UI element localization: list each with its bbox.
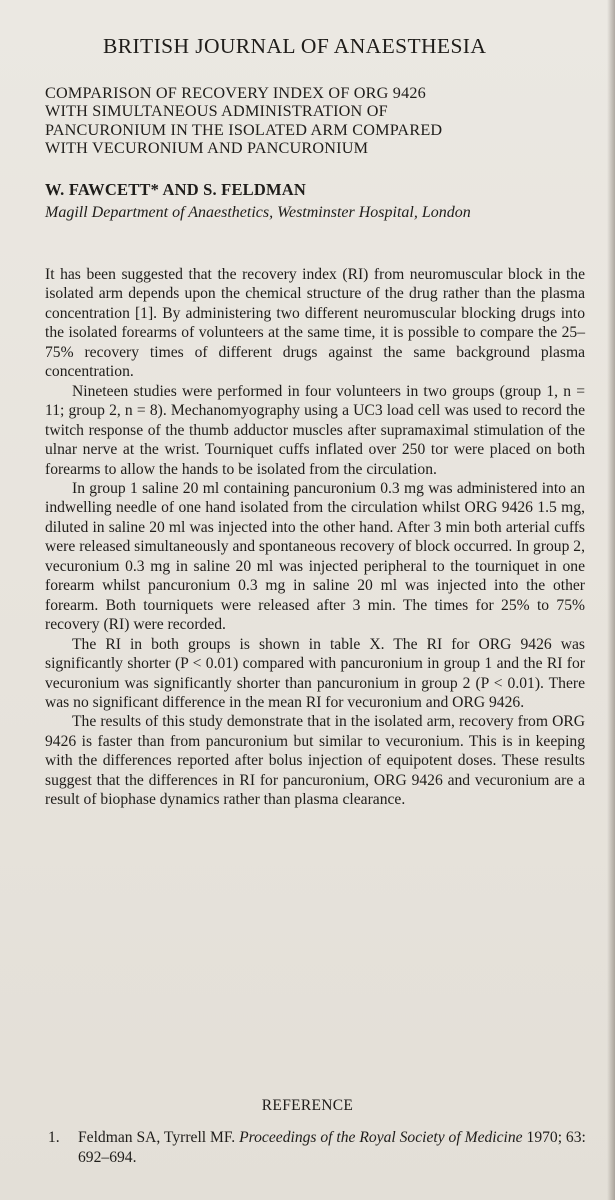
page-edge-shadow [607, 0, 615, 1200]
paragraph: The results of this study demonstrate that in the isolated arm, recovery from ORG 9426 is faster than from pancuronium but similar to vecuronium. This is in keeping with the differences reported after bolus injection of equipotent doses. These results suggest that the differences in RI for pancuronium, ORG 9426 and vecuronium are a result of biophase dynamics rather than plasma clearance. [45, 713, 585, 809]
affiliation: Magill Department of Anaesthetics, Westminster Hospital, London [45, 204, 471, 221]
title-line: COMPARISON OF RECOVERY INDEX OF ORG 9426 [45, 84, 426, 102]
reference-heading: REFERENCE [261, 1097, 354, 1114]
paragraph: It has been suggested that the recovery index (RI) from neuromuscular block in the isolated arm depends upon the chemical structure of the drug rather than the plasma concentration [1]. By administering two different neuromuscular blocking drugs into the isolated forearms of volunteers at the same time, it is possible to compare the 25–75% recovery times of different drugs against the same background plasma concentration. [45, 266, 585, 381]
article-body [45, 265, 585, 810]
reference-journal: Proceedings of the Royal Society of Medicine [239, 1129, 523, 1146]
reference-number: 1. [48, 1129, 60, 1146]
title-line: PANCURONIUM IN THE ISOLATED ARM COMPARED [45, 120, 443, 139]
paragraph: Nineteen studies were performed in four volunteers in two groups (group 1, n = 11; group 2, n = 8). Mechanomyography using a UC3 load cell was used to record the twitch response of the thumb adductor muscles after supramaximal stimulation of the ulnar nerve at the wrist. Tourniquet cuffs inflated over 250 tor were placed on both forearms to allow the hands to be isolated from the circulation. [45, 382, 585, 478]
authors: W. FAWCETT* AND S. FELDMAN [45, 180, 306, 199]
paragraph: The RI in both groups is shown in table X. The RI for ORG 9426 was significantly shorter (P < 0.01) compared with pancuronium in group 1 and the RI for vecuronium was significantly shorter than pancuronium in group 2 (P < 0.01). There was no significant difference in the mean RI for vecuronium and ORG 9426. [45, 635, 585, 711]
paragraph: In group 1 saline 20 ml containing pancuronium 0.3 mg was administered into an indwelling needle of one hand isolated from the circulation whilst ORG 9426 1.5 mg, diluted in saline 20 ml was injected into the other hand. After 3 min both arterial cuffs were released simultaneously and spontaneous recovery of block occurred. In group 2, vecuronium 0.3 mg in saline 20 ml was injected peripheral to the tourniquet in one forearm whilst pancuronium 0.3 mg in saline 20 ml was injected into the other forearm. Both tourniquets were released after 3 min. The times for 25% to 75% recovery (RI) were recorded. [45, 479, 585, 634]
title-line: WITH SIMULTANEOUS ADMINISTRATION OF [45, 102, 388, 121]
title-line: WITH VECURONIUM AND PANCURONIUM [45, 139, 369, 158]
reference-item [48, 1128, 593, 1168]
reference-details: 1970; 63: 692–694. [78, 1129, 586, 1166]
reference-authors: Feldman SA, Tyrrell MF. [78, 1129, 236, 1146]
journal-header: BRITISH JOURNAL OF ANAESTHESIA [103, 34, 487, 58]
article-title [45, 84, 605, 158]
